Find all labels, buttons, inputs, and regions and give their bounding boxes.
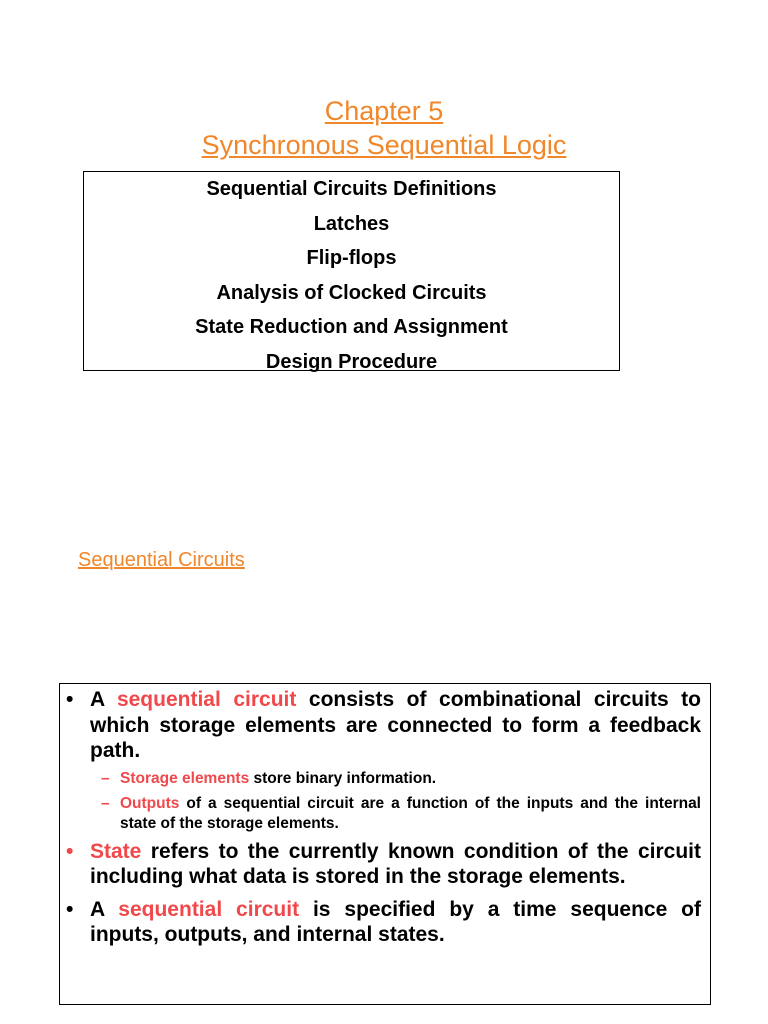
chapter-number: Chapter 5 [324,96,444,126]
sub-bullet-marker: – [101,769,110,787]
sub-bullet-text [120,794,701,834]
bullet-text-post: refers to the currently known condition of the circuit including what data is stored in the storage elements. [90,839,701,888]
bullet-text-pre: A [90,688,117,711]
bullet-sequential-circuit-specification [66,897,701,948]
bullet-marker: • [66,688,74,711]
definitions-box [59,683,711,1005]
highlight-term: sequential circuit [118,897,300,921]
sub-bullet-text [120,769,701,789]
bullet-text [90,897,701,948]
chapter-name: Synchronous Sequential Logic [201,130,567,160]
sub-bullet-text-post: store binary information. [249,769,437,787]
highlight-term: Storage elements [120,769,250,787]
sub-bullet-list [66,769,701,834]
topic-item: Latches [313,212,390,235]
sub-bullet-storage-elements [66,769,701,789]
bullet-marker: • [66,897,74,921]
bullet-text [90,687,701,764]
highlight-term: State [90,839,142,863]
highlight-term: sequential circuit [116,688,297,711]
chapter-title [0,94,768,162]
topic-item: State Reduction and Assignment [195,316,508,338]
bullet-text-post: is specified by a time sequence of inputs, outputs, and internal states. [90,897,701,946]
sub-bullet-marker: – [101,794,110,812]
sub-bullet-outputs [66,794,701,834]
sub-bullet-text-post: of a sequential circuit are a function of the inputs and the internal state of the storage elements. [120,794,701,832]
topic-item: Analysis of Clocked Circuits [216,281,487,304]
bullet-text-pre: A [90,897,119,921]
bullet-marker: • [66,839,74,863]
topic-item: Design Procedure [265,350,438,373]
topics-box [83,171,620,371]
bullet-text-post: consists of combinational circuits to which storage elements are connected to form a feedback path. [90,688,701,762]
highlight-term: Outputs [120,794,180,812]
section-heading: Sequential Circuits [78,549,245,571]
topic-item: Sequential Circuits Definitions [206,178,497,200]
bullet-state-definition [66,839,701,890]
bullet-sequential-circuit-definition [66,687,701,764]
bullet-text [90,839,701,890]
topic-item: Flip-flops [306,247,397,269]
